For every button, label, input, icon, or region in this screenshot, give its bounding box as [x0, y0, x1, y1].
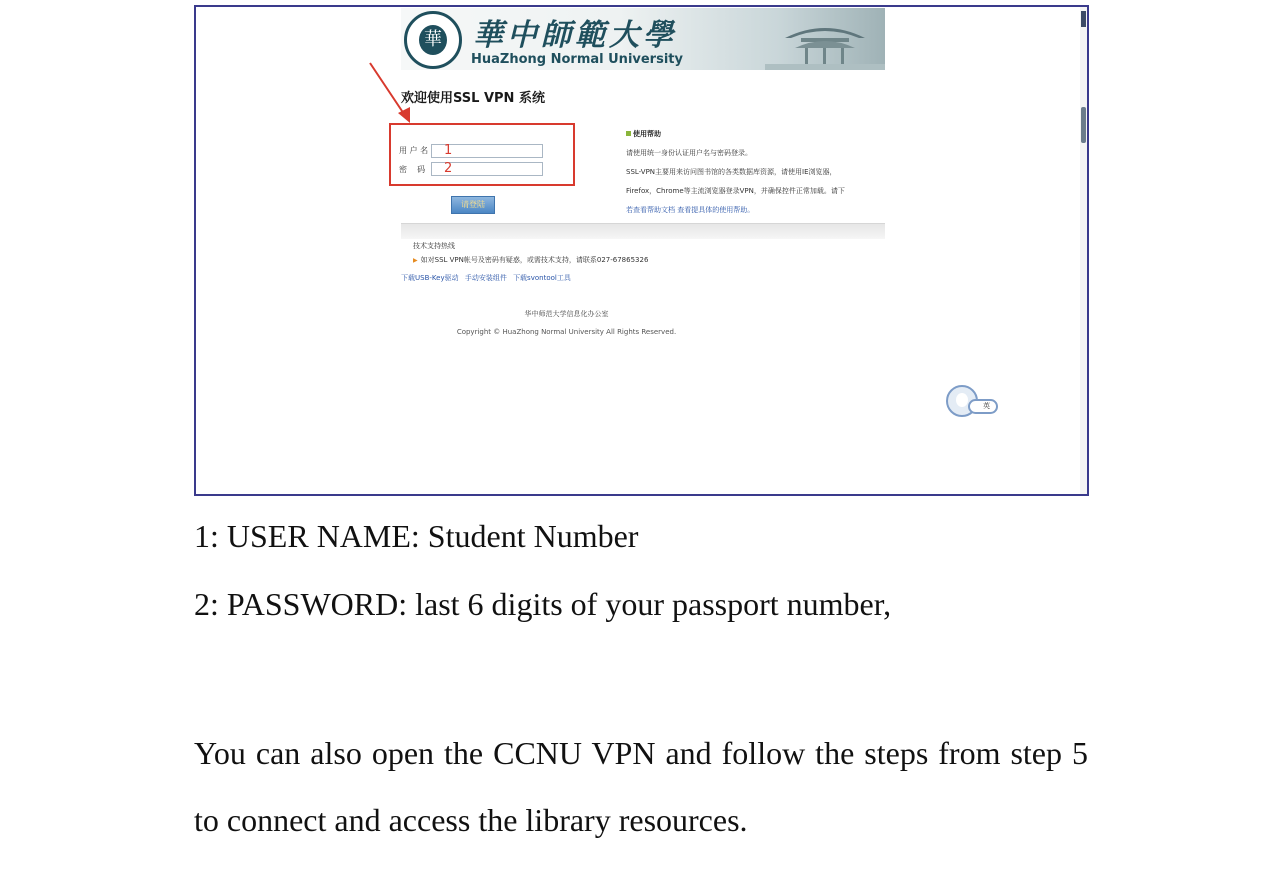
password-input[interactable]: 2 — [431, 162, 543, 176]
instruction-password: 2: PASSWORD: last 6 digits of your passport number, — [194, 586, 892, 622]
help-title: 使用帮助 — [626, 125, 888, 144]
language-toggle[interactable] — [946, 385, 1002, 419]
scrollbar[interactable] — [1080, 7, 1087, 494]
help-line: SSL-VPN主要用来访问图书馆的各类数据库资源，请使用IE浏览器， — [626, 168, 837, 176]
help-panel — [626, 125, 888, 220]
seal-glyph: 華 — [419, 25, 447, 55]
university-name-en: HuaZhong Normal University — [471, 52, 683, 67]
welcome-heading: 欢迎使用SSL VPN 系统 — [401, 91, 545, 106]
scrollbar-thumb[interactable] — [1081, 107, 1086, 143]
university-name-cn: 華中師範大學 — [473, 18, 677, 53]
footer-org: 华中师范大学信息化办公室 — [524, 310, 609, 318]
instruction-username: 1: USER NAME: Student Number — [194, 518, 639, 554]
help-doc-link[interactable]: 若查看帮助文档 查看提具体的使用帮助。 — [626, 206, 755, 214]
username-label: 用 户 名 — [399, 146, 429, 155]
download-usbkey-link[interactable]: 下载USB-Key驱动 — [401, 274, 459, 282]
support-line: ▶ 如对SSL VPN帐号及密码有疑惑，或需技术支持，请联系027-67865326 — [413, 255, 648, 265]
scrollbar-top — [1081, 11, 1086, 27]
help-line: Firefox，Chrome等主流浏览器登录VPN，并确保控件正常加载。请下 — [626, 187, 845, 195]
pavilion-icon — [765, 8, 885, 70]
university-banner — [401, 8, 885, 70]
password-label: 密 码 — [399, 165, 426, 174]
instruction-paragraph: You can also open the CCNU VPN and follow the steps from step 5 to connect and access the library resources. — [194, 735, 1088, 838]
language-label: 英 — [968, 399, 998, 414]
username-input[interactable]: 1 — [431, 144, 543, 158]
support-title: 技术支持热线 — [413, 242, 455, 250]
section-divider — [401, 223, 885, 239]
footer-copyright: Copyright © HuaZhong Normal University All Rights Reserved. — [456, 328, 677, 336]
download-tool-link[interactable]: 下载svontool工具 — [513, 274, 571, 282]
install-components-link[interactable]: 手动安装组件 — [464, 274, 507, 282]
vpn-login-screenshot — [194, 5, 1089, 496]
help-line: 请使用统一身份认证用户名与密码登录。 — [626, 149, 752, 157]
download-links — [401, 273, 575, 283]
login-form-highlight — [389, 123, 575, 186]
login-button[interactable]: 请登陆 — [451, 196, 495, 214]
